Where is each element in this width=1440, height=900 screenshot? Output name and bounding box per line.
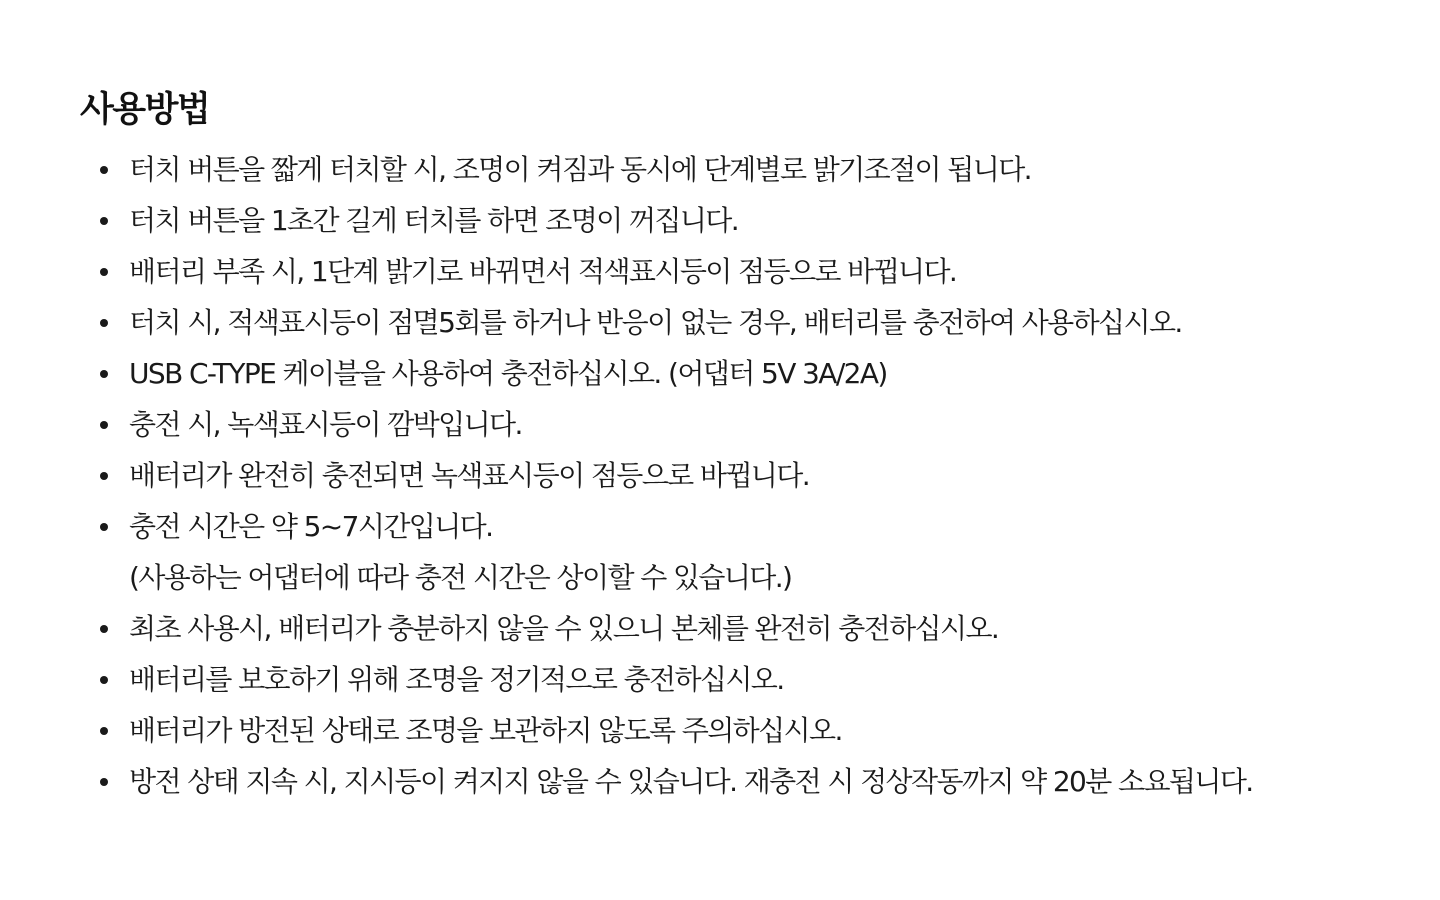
list-item xyxy=(80,195,1400,246)
bullet-icon xyxy=(100,472,108,480)
list-item-text: 배터리가 완전히 충전되면 녹색표시등이 점등으로 바뀝니다. xyxy=(129,459,810,492)
bullet-icon xyxy=(100,319,108,327)
list-item-text: 터치 시, 적색표시등이 점멸5회를 하거나 반응이 없는 경우, 배터리를 충전하여 사용하십시오. xyxy=(129,306,1182,339)
bullet-icon xyxy=(100,778,108,786)
bullet-icon xyxy=(100,370,108,378)
bullet-icon xyxy=(100,523,108,531)
list-item-text: 방전 상태 지속 시, 지시등이 켜지지 않을 수 있습니다. 재충전 시 정상작동까지 약 20분 소요됩니다. xyxy=(129,765,1253,798)
list-item xyxy=(80,501,1400,603)
list-item xyxy=(80,348,1400,399)
bullet-icon xyxy=(100,217,108,225)
bullet-icon xyxy=(100,625,108,633)
list-item-text: 터치 버튼을 1초간 길게 터치를 하면 조명이 꺼집니다. xyxy=(129,204,739,237)
bullet-icon xyxy=(100,166,108,174)
list-item-text: 배터리가 방전된 상태로 조명을 보관하지 않도록 주의하십시오. xyxy=(129,714,842,747)
list-item xyxy=(80,246,1400,297)
list-item xyxy=(80,705,1400,756)
list-item-text: 충전 시, 녹색표시등이 깜박입니다. xyxy=(129,408,522,441)
list-item-text: 터치 버튼을 짧게 터치할 시, 조명이 켜짐과 동시에 단계별로 밝기조절이 됩니다. xyxy=(129,153,1031,186)
list-item xyxy=(80,144,1400,195)
bullet-icon xyxy=(100,421,108,429)
section-title: 사용방법 xyxy=(80,90,210,130)
list-item xyxy=(80,297,1400,348)
list-item-text: 최초 사용시, 배터리가 충분하지 않을 수 있으니 본체를 완전히 충전하십시오. xyxy=(129,612,999,645)
list-item-text: USB C-TYPE 케이블을 사용하여 충전하십시오. (어댑터 5V 3A/2A) xyxy=(129,357,887,390)
list-item xyxy=(80,654,1400,705)
usage-section xyxy=(80,88,1400,807)
usage-instructions-list xyxy=(80,144,1400,807)
list-item xyxy=(80,756,1400,807)
bullet-icon xyxy=(100,727,108,735)
list-item-text: 배터리 부족 시, 1단계 밝기로 바뀌면서 적색표시등이 점등으로 바뀝니다. xyxy=(129,255,957,288)
bullet-icon xyxy=(100,268,108,276)
list-item xyxy=(80,450,1400,501)
list-item-text: (사용하는 어댑터에 따라 충전 시간은 상이할 수 있습니다.) xyxy=(129,561,792,594)
list-item-text: 충전 시간은 약 5~7시간입니다. xyxy=(129,510,493,543)
list-item-text: 배터리를 보호하기 위해 조명을 정기적으로 충전하십시오. xyxy=(129,663,784,696)
list-item xyxy=(80,603,1400,654)
bullet-icon xyxy=(100,676,108,684)
list-item xyxy=(80,399,1400,450)
